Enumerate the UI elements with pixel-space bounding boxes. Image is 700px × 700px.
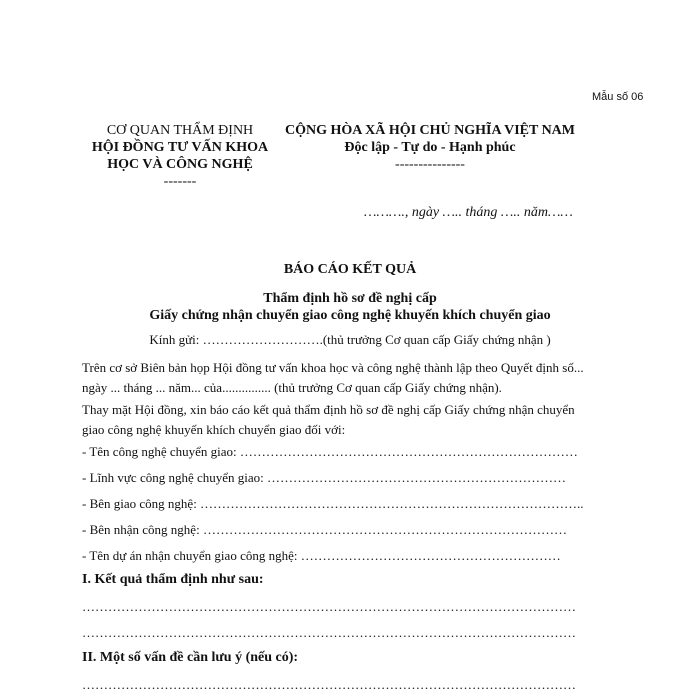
national-title: CỘNG HÒA XÃ HỘI CHỦ NGHĨA VIỆT NAM: [284, 123, 575, 138]
right-header-separator: ---------------: [395, 157, 465, 172]
section-1-line: ……………………………………………………………………………………………………: [82, 625, 576, 640]
field-transferor: - Bên giao công nghệ: ……………………………………………………………………………..: [82, 496, 584, 511]
right-header: [265, 122, 595, 173]
paragraph-report-line2: giao công nghệ khuyến khích chuyển giao đối với:: [82, 422, 346, 437]
left-header: [70, 122, 290, 190]
left-header-separator: -------: [163, 174, 197, 189]
subtitle-line2: Giấy chứng nhận chuyển giao công nghệ khuyến khích chuyển giao: [149, 308, 551, 323]
paragraph-report: [82, 400, 642, 440]
section-2-heading: II. Một số vấn đề cần lưu ý (nếu có):: [82, 650, 299, 665]
recipient-line: Kính gửi: ……………………….(thủ trưởng Cơ quan cấp Giấy chứng nhận ): [149, 332, 551, 347]
paragraph-basis: [82, 358, 642, 398]
council-name-line1: HỘI ĐỒNG TƯ VẤN KHOA: [91, 140, 269, 155]
paragraph-report-line1: Thay mặt Hội đồng, xin báo cáo kết quả thẩm định hồ sơ đề nghị cấp Giấy chứng nhận chuyển: [82, 402, 575, 417]
section-2-line: ……………………………………………………………………………………………………: [82, 677, 576, 692]
date-line: ………., ngày ….. tháng ….. năm……: [364, 205, 573, 220]
field-technology-domain: - Lĩnh vực công nghệ chuyển giao: ……………………………………………………………: [82, 470, 567, 485]
council-name-line2: HỌC VÀ CÔNG NGHỆ: [107, 157, 253, 172]
field-transferee: - Bên nhận công nghệ: …………………………………………………………………………: [82, 522, 567, 537]
document-subtitle: [0, 290, 700, 324]
agency-name: CƠ QUAN THẨM ĐỊNH: [106, 123, 254, 138]
national-motto: Độc lập - Tự do - Hạnh phúc: [344, 140, 516, 155]
field-technology-name: - Tên công nghệ chuyển giao: ……………………………………………………………………: [82, 444, 578, 459]
paragraph-basis-line1: Trên cơ sở Biên bản họp Hội đồng tư vấn khoa học và công nghệ thành lập theo Quyết định số...: [82, 360, 584, 375]
field-project-name: - Tên dự án nhận chuyển giao công nghệ: ……………………………………………………: [82, 548, 561, 563]
subtitle-line1: Thẩm định hồ sơ đề nghị cấp: [263, 291, 437, 306]
paragraph-basis-line2: ngày ... tháng ... năm... của............... (thủ trưởng Cơ quan cấp Giấy chứng nhận).: [82, 380, 502, 395]
form-number: Mẫu số 06: [592, 91, 644, 103]
document-title: BÁO CÁO KẾT QUẢ: [283, 262, 417, 277]
section-1-heading: I. Kết quả thẩm định như sau:: [82, 572, 264, 587]
section-1-line: ……………………………………………………………………………………………………: [82, 599, 576, 614]
